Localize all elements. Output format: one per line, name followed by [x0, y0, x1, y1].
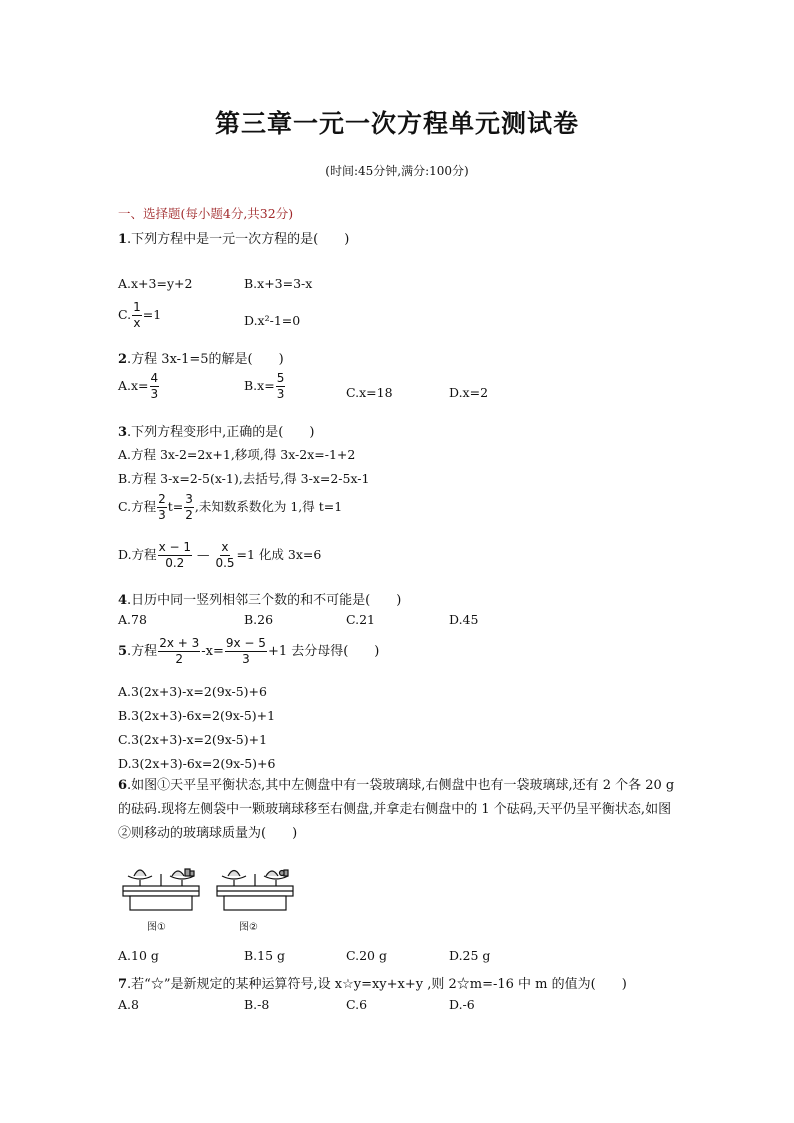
question-3: 3.下列方程变形中,正确的是( ) [118, 425, 315, 440]
question-5: 5.方程 $\frac{2x + 3}{2}$ -x= $\frac{9x - 5}{3}$ +1 去分母得( ) [118, 636, 380, 666]
option-d: D.25 g [449, 948, 491, 963]
option-c: C.20 g [346, 948, 387, 963]
option-a: A.3(2x+3)-x=2(9x-5)+6 [118, 684, 267, 699]
exam-info: (时间:45分钟,满分:100分) [325, 164, 469, 178]
question-2: 2.方程 3x-1=5的解是( ) [118, 352, 284, 367]
page-title: 第三章一元一次方程单元测试卷 [214, 109, 579, 138]
balance-figure-1 [123, 869, 199, 910]
option-b: B.x= $\frac{5}{3}$ [244, 371, 285, 401]
question-1 [118, 228, 349, 247]
option-d: D.x=2 [449, 385, 489, 400]
fraction: $\frac{2}{3}$ [158, 492, 166, 522]
option-b: B.-8 [244, 997, 270, 1012]
option-d: D.方程 $\frac{x - 1}{0.2}$ — $\frac{x}{0.5}$ =1 化成 3x=6 [118, 540, 322, 570]
balance-figure-2 [217, 870, 293, 910]
question-7: 7.若“☆”是新规定的某种运算符号,设 x☆y=xy+x+y ,则 2☆m=-16 中 m 的值为( ) [118, 977, 627, 992]
option-b: B.x+3=3-x [244, 276, 313, 291]
fraction: $\frac{5}{3}$ [276, 371, 285, 401]
option-c: C.3(2x+3)-x=2(9x-5)+1 [118, 732, 268, 747]
fraction: $\frac{2x + 3}{2}$ [159, 636, 200, 666]
option-d: D.-6 [449, 997, 475, 1012]
question-4: 4.日历中同一竖列相邻三个数的和不可能是( ) [118, 593, 402, 608]
option-c: C.6 [346, 997, 368, 1012]
option-a: A.10 g [118, 948, 159, 963]
fraction: $\frac{1}{x}$ [133, 300, 141, 330]
fraction: $\frac{9x - 5}{3}$ [225, 636, 266, 666]
question-6: 6.如图①天平呈平衡状态,其中左侧盘中有一袋玻璃球,右侧盘中也有一袋玻璃球,还有 2 个各 20 g 的砝码.现将左侧袋中一颗玻璃球移至右侧盘,并拿走右侧盘中的 1 个砝码,天平仍呈平衡状态,如图②则移动的玻璃球质量为( ) [118, 778, 675, 841]
option-d: D.x²-1=0 [244, 313, 301, 328]
option-a: A.78 [118, 612, 147, 627]
figure-caption-2: 图② [239, 922, 258, 933]
fraction: $\frac{4}{3}$ [150, 371, 159, 401]
option-c: C.21 [346, 612, 375, 627]
option-b: B.3(2x+3)-6x=2(9x-5)+1 [118, 708, 276, 723]
option-b: B.15 g [244, 948, 286, 963]
option-c: C. $\frac{1}{x}$ =1 [118, 300, 162, 330]
fraction: $\frac{x}{0.5}$ [215, 540, 235, 570]
option-a: A.8 [118, 997, 139, 1012]
option-b: B.26 [244, 612, 274, 627]
section-heading: 一、选择题(每小题4分,共32分) [118, 206, 294, 221]
figure-caption-1: 图① [147, 922, 166, 933]
option-a: A.x+3=y+2 [118, 276, 193, 291]
fraction: $\frac{x - 1}{0.2}$ [158, 540, 191, 570]
option-a: A.x= $\frac{4}{3}$ [118, 371, 159, 401]
option-c: C.x=18 [346, 385, 393, 400]
option-b: B.方程 3-x=2-5(x-1),去括号,得 3-x=2-5x-1 [118, 471, 370, 486]
option-d: D.45 [449, 612, 479, 627]
question-stem: .下列方程中是一元一次方程的是( ) [127, 232, 350, 247]
question-number: 1 [118, 232, 128, 247]
fraction: $\frac{3}{2}$ [185, 492, 193, 522]
option-d: D.3(2x+3)-6x=2(9x-5)+6 [118, 756, 276, 771]
option-a: A.方程 3x-2=2x+1,移项,得 3x-2x=-1+2 [118, 447, 356, 462]
option-c: C.方程 $\frac{2}{3}$ t= $\frac{3}{2}$ ,未知数系数化为 1,得 t=1 [118, 492, 343, 522]
